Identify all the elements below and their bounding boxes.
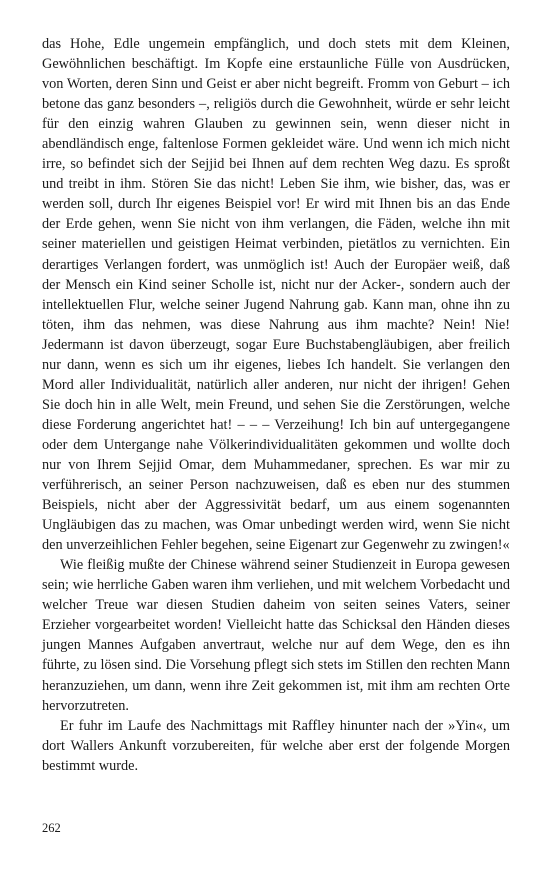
page-body [42,34,510,776]
page-number: 262 [42,821,61,835]
paragraph-afternoon-trip: Er fuhr im Laufe des Nachmittags mit Raffley hinunter nach der »Yin«, um dort Wallers Ankunft vorzubereiten, für welche aber erst der folgende Morgen bestimmt wurde. [42,717,510,774]
paragraph-continuation: das Hohe, Edle ungemein empfänglich, und doch stets mit dem Kleinen, Gewöhnlichen beschäftigt. Im Kopfe eine erstaunliche Fülle von Ausdrücken, von Worten, deren Sinn und Geist er aber nicht begreift. Fromm von Geburt – ich betone das ganz besonders –, religiös durch die Gewohnheit, würde er sehr leicht für den einzig wahren Glauben zu gewinnen sein, wenn dieser nicht in abendländisch enge, faltenlose Formen gekleidet wäre. Und wenn ich mich nicht irre, so befindet sich der Sejjid bei Ihnen auf dem rechten Weg dazu. Es sproßt und treibt in ihm. Stören Sie das nicht! Leben Sie ihm, wie bisher, das, was er werden soll, durch Ihr eigenes Beispiel vor! Er wird mit Ihnen bis an das Ende der Erde gehen, wenn Sie nicht von ihm verlangen, die Fäden, welche ihn mit seiner materiellen und geistigen Heimat verbinden, pietätlos zu vernichten. Ein derartiges Verlangen fordert, was unmöglich ist! Auch der Europäer weiß, daß der Mensch ein Kind seiner Scholle ist, nicht nur der Acker-, sondern auch der intellektuellen Flur, welche seiner Jugend Nahrung gab. Kann man, ohne ihn zu töten, ihm das nehmen, was diese Nahrung aus ihm machte? Nein! Nie! Jedermann ist davon überzeugt, sogar Eure Buchstabengläubigen, aber freilich nur dann, wenn es sich um ihr eigenes, liebes Ich handelt. Sie verlangen den Mord aller Individualität, natürlich aller anderen, nur nicht der ihrigen! Gehen Sie doch hin in alle Welt, mein Freund, und sehen Sie die Zerstörungen, welche diese Forderung angerichtet hat! – – – Verzeihung! Ich bin auf untergegangene oder dem Untergange nahe Völkerindividualitäten gekommen und wollte doch nur von Ihrem Sejjid Omar, dem Muhammedaner, sprechen. Es war mir zu verführerisch, an seiner Person nachzuweisen, daß es eben nur des stummen Beispiels, nicht aber der Aggressivität bedarf, um aus einem sogenannten Ungläubigen das zu machen, was Omar unbedingt werden wird, wenn Sie nicht den unverzeihlichen Fehler begehen, seine Eigenart zur Gegenwehr zu zwingen!« [42,36,510,554]
paragraph-chinese-studies: Wie fleißig mußte der Chinese während seiner Studienzeit in Europa gewesen sein; wie herrliche Gaben waren ihm verliehen, und mit welchem Vorbedacht und welcher Treue war diesen Studien daheim von seiten seines Vaters, seiner Erzieher vorgearbeitet worden! Vielleicht hatte das Schicksal den Händen dieses jungen Mannes Aufgaben anvertraut, welche nur auf dem Wege, den es ihn führte, zu lösen sind. Die Vorsehung pflegt sich stets im Stillen den rechten Mann heranzuziehen, um dann, wenn ihre Zeit gekommen ist, mit ihm am rechten Orte hervorzutreten. [42,557,510,714]
